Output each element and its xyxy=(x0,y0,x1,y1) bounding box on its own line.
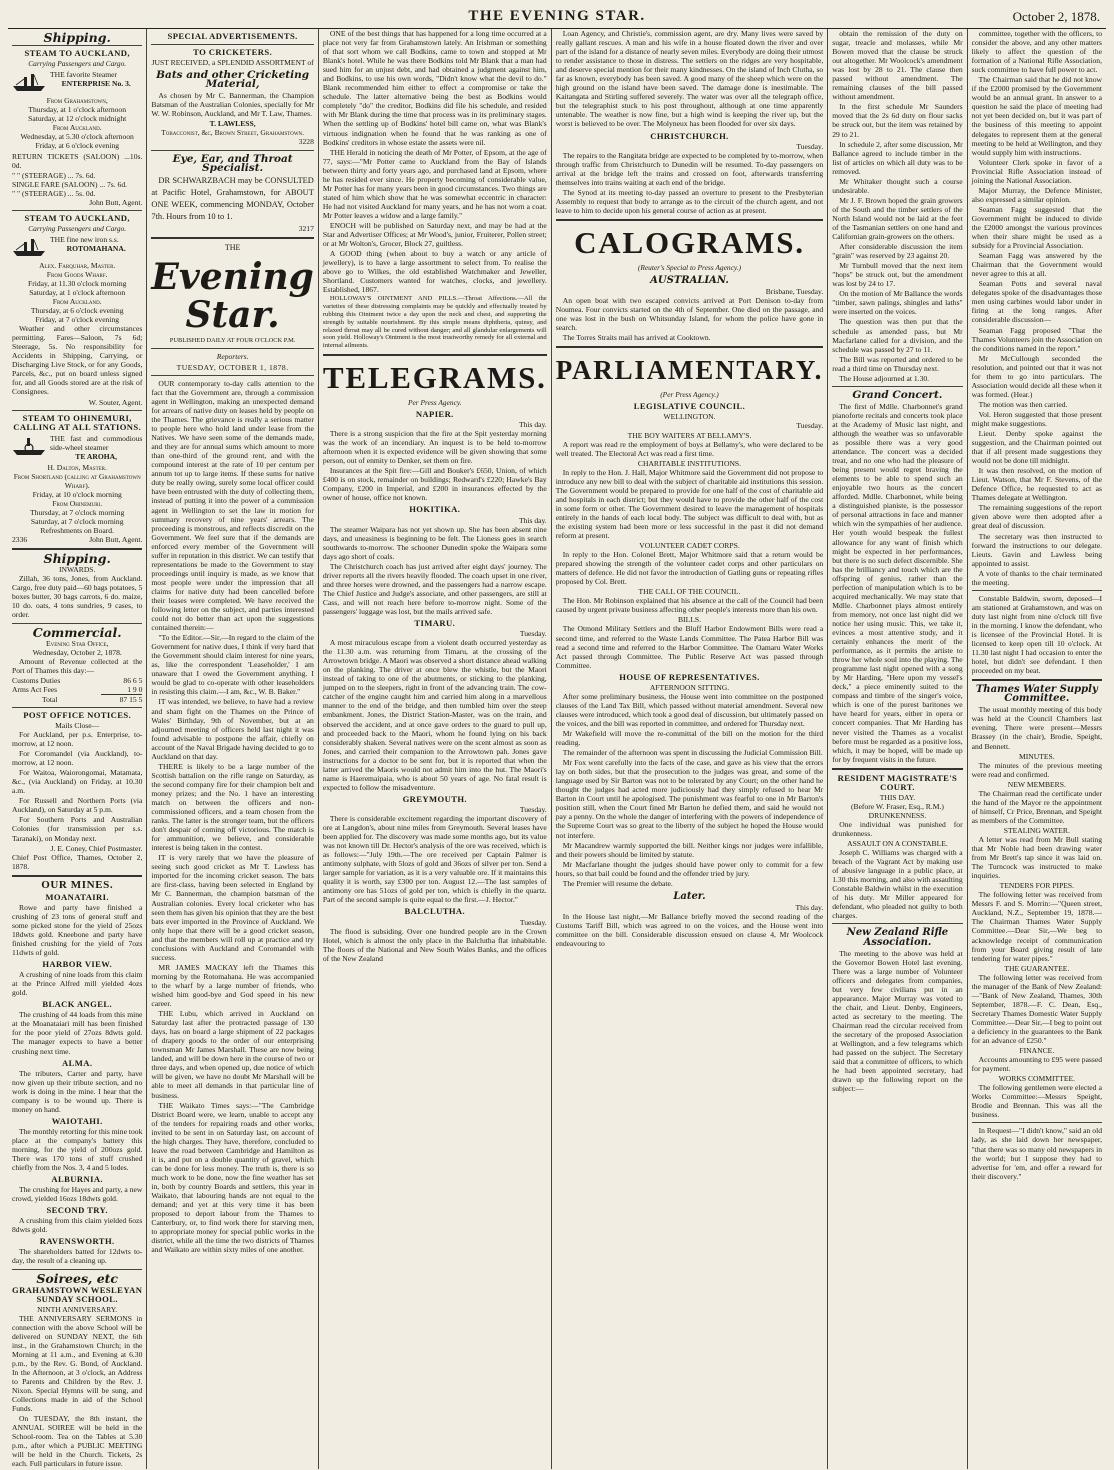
ad-paragraph: ENOCH will be published on Saturday next, and may be had at the Star and Advertiser Offices; at Mr Wood's, junior, Fruiterer, Pollen street; or at Mr Wolton's, Grocer, Block 27, guiltless. xyxy=(322,220,547,249)
shipping-news-header: Shipping. xyxy=(43,551,111,567)
schedule-from: From Auckland. xyxy=(52,296,102,306)
dateline-place: BALCLUTHA. xyxy=(404,906,466,917)
rifle-body: Lieut. Denby spoke against the suggestion, and the Chairman pointed out that if all present made suggestions they would not be done till midnight. xyxy=(971,429,1103,466)
commercial-date: Wednesday, October 2, 1878. xyxy=(32,647,122,657)
news-paragraph: MR JAMES MACKAY left the Thames this morning by the Rotomahana. He was accompanied to the wharf by a large number of friends, who wished him good-bye and God speed in his new career. xyxy=(151,962,314,1009)
court-body: Constable Baldwin, sworn, deposed—I am stationed at Grahamstown, and was on duty last night from nine o'clock till five in the morning. I know the defendant, who is licensee of the Provincial Hotel. It is licensed to keep open till 10 o'clock. At 11.30 last night I had occasion to enter the hotel, but didn't see defendant. I then proceeded on my beat. xyxy=(971,593,1103,676)
parliament-body: Mr Turnbull moved that the next item "hops" be struck out, but the amendment was lost by 24 to 17. xyxy=(832,261,963,289)
ad-lead: THE fine new iron s.s. xyxy=(50,234,119,244)
rifle-body: It was then resolved, on the motion of Lieut. Watson, that Mr F. Stevens, of the Defence Office, be requested to act as Thames delegate at Wellington. xyxy=(971,466,1103,503)
leader-article: OUR contemporary to-day calls attention to the fact that the Government are, through a commission agent in Wellington, making an unexpected demand for arrears of native duty on leases held by people on the Thames. The grievance is really a serious matter to people here who hold land under lease from the Natives. We have seen some of the demands made, and they are for annual sums which amount to more than one-third of the ground rent, and with the compound interest at the rate of 10 per centum per annum tot up to large items. If these sums for native duty be really owing, surely some local officer could have been entrusted with the duty of collecting them, instead of putting it into the power of a commission agent in Wellington to set the law in motion for summary recovery of nine years' arrears. The proceeding is monstrous, and reflects discredit on the Government. We feel sure that if the demands are enforced every member of the Government will suffer in reputation in this district. We can testify that representations be made to the Government to stay proceedings until inquiry is made, as we know that most people were under the impression that all claims for native duty had been cancelled before their leases were completed. We have received the following letter on the subject, and parties interested could not do better than act upon the suggestions contained therein:— xyxy=(151,378,314,633)
dateline-day: This day. xyxy=(795,902,824,912)
water-body: The following letter was received from the manager of the Bank of New Zealand:—"Bank of New Zealand, Thames, 30th September, 1878.—F. C. Dean, Esq., Secretary Thames Domestic Water Supply Committee.—Dear Sir,—I beg to point out a deficiency in the guarantees to the Bank for an advance of £250." xyxy=(971,972,1103,1046)
subheading: MINUTES. xyxy=(1018,751,1055,761)
telegram-body: There is a strong suspicion that the fire at the Spit yesterday morning was the work of an incendiary. An inquest is to be held to-morrow afternoon when it is expected evidence will be given showing that some person, out of enmity to Denker, set them on fire. xyxy=(322,429,547,466)
news-paragraph: ONE of the best things that has happened for a long time occurred at a place not very far from Grahamstown lately. An Irishman or something of that sort whom we call Bodkins, came to town and stopped at Mr Blank's hotel. While he was there Bodkins told Mr Blank that a man had sued him for an unjust debt, and had obtained a judgment against him, and Bodkins, to use his own words, "Didn't know what the devil to do." Blank recommended him either to effect a compromise or take the schedule. The latter alternative being the best as Bodkins would completely "do" the creditor, Bodkins did file his schedule, and resided with Mr Blank during the time that process was in its preliminary stages. When the settling up of Bodkins' hotel bill came on, what was Blank's virtuous indignation when he found that he was ranking as one of Bodkins' creditors in whose estate the assets were nil. xyxy=(322,29,547,147)
rifle-body: The motion was then carried. xyxy=(978,399,1068,409)
schedule-line: Friday, at 6 o'clock evening xyxy=(35,141,120,151)
later-header: Later. xyxy=(673,890,706,902)
news-paragraph: IT is very rarely that we have the pleasure of seeing such good cricket as Mr T. Lawless has imported for the incoming cricket season. The bats are first-class, having been selected in England by Mr C. Bannerman, the champion batsman of the Australian colonies. Every local cricketer who has seen them has given his opinion that they are the best bats ever imported in the Province of Auckland. We only hope that there will be a good cricket season, and that the members will roll up at practice and try conclusions with Auckland and Coromandel with success. xyxy=(151,853,314,962)
cable-body: An open boat with two escaped convicts arrived at Port Denison to-day from Noumea. Four convicts started on the 4th of September. One died on the passage, and one was lost in the bush on Whitsunday Island, for whom the police have gone in search. xyxy=(555,296,824,333)
rifle-body: committee, together with the officers, to consider the above, and any other matters likely to affect the question of the formation of a National Rifle Association, suck committee to have full power to act. xyxy=(971,29,1103,75)
dateline-day: This day. xyxy=(518,515,547,525)
inwards-label: INWARDS. xyxy=(58,565,96,575)
fares-list xyxy=(12,152,142,197)
mine-report: A crushing of nine loads from this claim at the Prince Alfred mill yielded 4ozs gold. xyxy=(12,970,143,998)
ad-paragraph: HOLLOWAY'S OINTMENT AND PILLS.—Throat Affections.—All the varieties of these distressing complaints may be quickly and effectually treated by rubbing this Ointment twice a day upon the neck and chest, and supporting the strength by suitable nourishment. By this simple means diphtheria, quinsy, and relaxed throat may all be cured without danger; and all glandular enlargements will soon yield. Holloway's Ointment is the most trustworthy remedy for all external and internal ailments. xyxy=(322,295,547,350)
dateline-day: Tuesday. xyxy=(796,421,824,431)
schedule-from: From Ohinemuri. xyxy=(52,498,103,508)
commercial-header: Commercial. xyxy=(32,624,122,640)
rifle-body: Vol. Heron suggested that those present might make suggestions. xyxy=(971,409,1103,428)
ad-code: 3228 xyxy=(298,137,314,147)
mine-report: Rowe and party have finished a crushing of 23 tons of general stuff and some picked stone for the yield of 25ozs 18dwts gold. Kneebone and party have finished crushing for the yield of 7ozs 11dwts of gold. xyxy=(12,902,143,958)
steamship-icon xyxy=(12,235,46,259)
subheading: CHARITABLE INSTITUTIONS. xyxy=(637,458,742,468)
ad-title: STEAM TO AUCKLAND, xyxy=(24,48,130,59)
court-before: (Before W. Fraser, Esq., R.M.) xyxy=(850,801,944,811)
parliament-body: The question was then put that the schedule as amended pass, but Mr Macfarlane called for a division, and the schedule was passed by 27 to 11. xyxy=(832,317,963,354)
subheading: THE BOY WAITERS AT BELLAMY'S. xyxy=(627,430,752,440)
rifle-body: Mr McCullough seconded the resolution, and pointed out that it was not for them to go into particulars. The Association would decide all these when it was formed. (Hear.) xyxy=(971,353,1103,399)
ad-code: 3217 xyxy=(298,223,314,233)
columns xyxy=(8,29,1106,1469)
dateline-day: Brisbane, Tuesday. xyxy=(765,287,824,297)
telegram-body: A most miraculous escape from a violent death occurred yesterday as the 11.30 a.m. was returning from Timaru, at the crossing of the Arrowtown bridge. A Maori was observed a short distance ahead walking on the planking. The driver at once blew the whistle, but the Maori instead of taking to one of the abutments, or sticking to the planking, jumped on to the sleepers, right in front of the advancing train. The cow-catcher of the engine caught him and carried him along in a marvellous manner to the end of the bridge, and then tumbled him over the steep embankment. Jones, the District Station-Master, was on the train, and observed the accident, and at once gave orders to the guard to pull up, and proceeded back to the Maori, whom he found lying on his back considerably shaken. Several natives were on the scent almost as soon as Jones, and carried their companion to the Arrowtown pah. Jones gave instructions for a doctor to be sent for, but it is reported that when the latter arrived the Maoris would not admit him into the hut. The Maori's name is Haeremaipaia, who is about 50 years of age. No fatal result is expected to follow the misadventure. xyxy=(322,638,547,792)
parliament-body: The remainder of the afternoon was spent in discussing the Judicial Commission Bill. xyxy=(562,748,823,758)
news-paragraph: THE Herald in noticing the death of Mr Potter, of Epsom, at the age of 77, says:—"Mr Potter came to Auckland from the Bay of Islands between thirty and forty years ago, and purchased land at Epsom, where he has resided ever since. He property becoming of considerable value, Mr Potter has for many years been in good circumstances. Two things are stated of him which show that he was somewhat eccentric in character: He had not visited Auckland for many years, and he has not worn a coat. Mr Potter leaves a widow and a large family." xyxy=(322,147,547,220)
mine-title: BLACK ANGEL. xyxy=(42,999,113,1010)
court-header: RESIDENT MAGISTRATE'S COURT. xyxy=(837,772,958,792)
commercial-intro: Amount of Revenue collected at the Port of Thames this day:— xyxy=(12,656,143,675)
ship-row xyxy=(12,235,142,259)
dateline-place: HOKITIKA. xyxy=(409,504,461,515)
telegram-body: Loan Agency, and Christie's, commission agent, are dry. Many lives were saved by really gallant rescues. A man and his wife in a house floated down the river and over part of the island for a distance of nearly seven miles. Everybody are doing their utmost to render assistance to those in distress. The settlers on the ridges are very hospitable, and deserve special mention for their many kindnesses. On the island of Inch Clutha, so far as known, everybody has been saved. A good many of the sheep which were on the high ground on the island have been saved. The damage done is inestimable. The Kaitangata and Stirling suffered severely. The water was over all the telegraph office, but the telegraphist stuck to his post throughout, although at one time apparently untenable. The weather is now fine, but a high wind is keeping the river up, but the worst is believed to be over. The Molyneux has been flooded for over six days. xyxy=(555,29,824,129)
rifle-body: The secretary was then instructed to forward the instructions to our delegate. Lieuts. Gavin and Lawless being appointed to assist. xyxy=(971,531,1103,568)
masthead-date: October 2, 1878. xyxy=(1012,9,1100,24)
reuter-line: (Reuter's Special to Press Agency.) xyxy=(637,262,742,272)
ship-name: ROTOMAHANA. xyxy=(66,243,126,253)
mine-title: ALBURNIA. xyxy=(51,1174,103,1185)
water-body: The usual monthly meeting of this body was held at the Council Chambers last evening. There were present—Messrs Brassey (in the chair), Brodie, Speight, and Bennett. xyxy=(971,705,1103,751)
telegram-body: The Synod at its meeting to-day passed an overture to present to the Presbyterian Assembly to request that body to arrange as to the circuit of the church agent, and not leave to him to decide upon his general course of action as at present. xyxy=(555,187,824,215)
inwards-text: Zillah, 36 tons, Jones, from Auckland. Cargo, free duty paid—60 bags potatoes, 5 boxes butter, 30 bags carrots, 6 do. maize, 10 do. oats, 4 tons sundries, 9 cases, to order. xyxy=(12,574,143,620)
shipping-header: Shipping. xyxy=(43,30,111,45)
schedule-from: From Shortland (calling at Grahamstown Wharf). xyxy=(13,471,141,490)
telegrams-header: TELEGRAMS. xyxy=(322,359,547,395)
column-4 xyxy=(552,29,829,1469)
paper-the: THE xyxy=(224,242,241,252)
subheading: STEALING WATER. xyxy=(1003,825,1070,835)
schedule-from: From Grahamstown, xyxy=(46,96,108,106)
post-line: For Waitoa, Waiorongomai, Matamata, &c., (via Auckland) on Friday, at 10.30 a.m. xyxy=(12,768,143,796)
rifle-body: The Chairman said that he did not know if the £2000 promised by the Government would be an annual grant. In answer to a question he said the place of meeting had not yet been decided on, but it was part of the business of this meeting to appoint delegates to represent them at the general meeting to be held at Wellington, and they would supply him with instructions. xyxy=(971,75,1103,157)
masthead xyxy=(8,6,1106,29)
ad-title: STEAM TO AUCKLAND, xyxy=(24,212,130,223)
agency-line: (Per Press Agency.) xyxy=(660,390,719,400)
parliament-body: Mr J. F. Brown hoped the grain growers of the South and the timber settlers of the North Island would not be laid at the feet of the Tasmanian settlers on one hand and Californian grain-growers on the others. xyxy=(832,195,963,242)
telegram-body: The Christchurch coach has just arrived after eight days' journey. The driver reports all the rivers heavily flooded. The coach upset in one river, and three horses were drowned, and the passengers had a narrow escape. The Chief Justice and Judge's associate, and other passengers, are still at Cass, and will not reach here before to-morrow night. Some of the passengers' luggage was lost, but the mails arrived safe. xyxy=(322,561,547,616)
house-header: HOUSE OF REPRESENTATIVES. xyxy=(619,671,760,682)
telegram-body: There is considerable excitement regarding the important discovery of ore at Langdon's, about nine miles from Greymouth. Several leases have been applied for. The discovery was made some months ago, but its value was not known till Dr. Hector's analysis of the ore was received, which is as follows:—"July 19th.—The ore received per Captain Palmer is antimony sulphate, with 5lozs of gold and 36ozs of silver per ton. Send a larger sample for variation, as it is a very valuable ore. If it maintains this quality it is worth, say £300 per ton. August 12.—The last samples of antimony ore has 51ozs of gold per ton, which is chiefly in the quartz. Part of the second sample is quite equal to the first.—J. Hector." xyxy=(322,814,547,905)
masthead-title: THE EVENING STAR. xyxy=(468,8,646,24)
subheading: FINANCE. xyxy=(1019,1046,1055,1056)
fare-line: SINGLE FARE (SALOON) ... 7s. 6d. xyxy=(12,179,128,189)
ad-subtitle: Carrying Passengers and Cargo. xyxy=(28,59,127,69)
court-body: One individual was punished for drunkenness. xyxy=(832,819,963,838)
dateline: TUESDAY, OCTOBER 1, 1878. xyxy=(176,362,289,372)
soiree-body: THE ANNIVERSARY SERMONS in connection with the above School will be delivered on SUNDAY NEXT, the 6th inst., in the Grahamstown Church; in the Morning at 11 a.m., and Evening at 6.30 p.m., by the Rev. G. Bond, of Auckland. In the Afternoon, at 3 o'clock, an Address to Parents and Children by the Rev. J. Nixon. Special Hymns will be sung, and Collections made in aid of the School Funds. xyxy=(12,1313,143,1414)
paddle-steamer-icon xyxy=(12,434,46,458)
parliament-body: The Hon. Mr Robinson explained that his absence at the call of the Council had been caused by urgent private business affecting other people's interests more than his own. xyxy=(555,596,824,615)
schedule-line: Friday, at 11.30 o'clock morning xyxy=(27,278,127,288)
dateline-day: Tuesday. xyxy=(519,917,547,927)
parliament-body: In the first schedule Mr Saunders moved that the 2s 6d duty on flour sacks be struck out, but the item was retained by 29 to 21. xyxy=(832,102,963,139)
water-body: The following gentlemen were elected a Works Committee:—Messrs Speight, Brodie and Brennan. This was all the business. xyxy=(971,1083,1103,1120)
column-3 xyxy=(319,29,552,1469)
rifle-body: Seaman Fagg proposed "That the Thames Volunteers join the Association on the conditions named in the report." xyxy=(971,325,1103,353)
mine-title: SECOND TRY. xyxy=(46,1205,108,1216)
schedule-from: From Auckland. xyxy=(52,123,102,133)
parliament-body: The Premier will resume the debate. xyxy=(562,878,673,888)
ship-name: TE AROHA, xyxy=(75,451,118,461)
ad-title: TO CRICKETERS. xyxy=(193,47,273,58)
subheading: TENDERS FOR PIPES. xyxy=(999,881,1075,891)
subheading: BILLS. xyxy=(677,615,701,625)
soiree-sub: NINTH ANNIVERSARY. xyxy=(37,1304,118,1314)
ad-title: STEAM TO OHINEMURI, CALLING AT ALL STATIONS. xyxy=(13,412,142,432)
reporters-label: Reporters. xyxy=(216,351,249,361)
water-body: The Chairman read the certificate under the hand of the Mayor re the appointment of himself, Cr Price, Brennan, and Speight as members of the Committee. xyxy=(971,788,1103,825)
subheading: NEW MEMBERS. xyxy=(1007,779,1066,789)
agency-line: Per Press Agency. xyxy=(408,397,462,407)
table-row-total: Total 87 15 5 xyxy=(42,694,143,704)
column-6 xyxy=(968,29,1106,1469)
news-paragraph: THE Lubu, which arrived in Auckland on Saturday last after the protracted passage of 130 days, has on board a large shipment of 22 packages of drapery goods to the order of our enterprising townsman Mr James Marshall. These are now being landed, and will be down here in the course of two or three days, and when opened up, due notice of which will be given, we have no doubt Mr Marshall will be able to meet all demands in that particular line of business. xyxy=(151,1009,314,1100)
fare-line: " " (STEERAGE) ... 7s. 6d. xyxy=(12,170,96,180)
parliament-body: In reply to the Hon. J. Hall, Major Whitmore said the Government did not propose to introduce any new bill to deal with the subject of charitable aid institutions this session. The Government would be prepared to provide for one half of the cost of charitable aid and hospitals in each district; but they would have to provide the other half of the cost in some form or other. The Government desired to leave the management of hospitals entirely in the hands of each local body. The subject was difficult to deal with, but as the existing system had been more or less successful in the past it did not demand reform at present. xyxy=(555,467,824,541)
rifle-body: A vote of thanks to the chair terminated the meeting. xyxy=(971,568,1103,587)
ship-master: Alex. Farquhar, Master. xyxy=(39,260,116,270)
cable-body: The Torres Straits mail has arrived at Cooktown. xyxy=(562,333,711,343)
fare-line: " " (STEERAGE) ... 5s. 0d. xyxy=(12,188,96,198)
post-office-title: POST OFFICE NOTICES. xyxy=(23,709,132,720)
rifle-body: Major Murray, the Defence Minister, also expressed a similar opinion. xyxy=(971,185,1103,204)
mine-report: The crushing for Hayes and party, a new crowd, yielded 16ozs 18dwts gold. xyxy=(12,1185,143,1204)
dateline-day: Tuesday. xyxy=(796,141,824,151)
parliament-body: In the House last night,—Mr Ballance briefly moved the second reading of the Customs Tariff Bill, which was agreed to on the voices, and the House went into committee on the bill. Considerable discussion ensued on clause 4, Mr Woolcock endeavouring to xyxy=(555,911,824,949)
mine-report: The shareholders batted for 12dwts to-day, the result of a cleaning up. xyxy=(12,1247,143,1266)
column-1 xyxy=(8,29,147,1469)
schedule-line: Saturday, at 1 o'clock afternoon xyxy=(29,287,126,297)
ad-lead: JUST RECEIVED, a SPLENDID ASSORTMENT of xyxy=(151,58,314,68)
steamship-icon xyxy=(12,70,46,94)
council-header: LEGISLATIVE COUNCIL. xyxy=(633,401,746,412)
parliament-body: In reply to the Hon. Colonel Brett, Major Whitmore said that a return would be prepared showing the strength of the volunteer cadet corps and other particulars on matters of defence. He did not favor the introduction of Gatling guns or repeating rifles proposed by Col. Brett. xyxy=(555,550,824,587)
post-line: For Russell and Northern Ports (via Auckland), on Saturday at 5 p.m. xyxy=(12,796,143,815)
mine-report: The tributers, Carter and party, have now given up their tribute section, and no work is doing in the mine. I hear that the company is to be wound up. There is money on hand. xyxy=(12,1068,143,1114)
mine-title: MOANATAIRI. xyxy=(45,891,109,902)
schedule-line: Thursday, at 7 o'clock morning xyxy=(30,508,125,518)
rifle-body: Volunteer Clerk spoke in favor of a Provincial Rifle Association instead of joining the National Association. xyxy=(971,157,1103,185)
ship-master: H. Dalton, Master. xyxy=(47,462,107,472)
subheading: ASSAULT ON A CONSTABLE. xyxy=(847,839,948,849)
revenue-table xyxy=(12,676,142,704)
ship-row xyxy=(12,70,142,94)
parliament-body: In schedule 2, after some discussion, Mr Ballance agreed to include timber in the list of articles on which all duty was to be removed. xyxy=(832,139,963,176)
concert-review: The first of Mdlle. Charbonnet's grand pianoforte recitals and concerts took place at the Academy of Music last night, and although the weather was so unfavorable as possible there was a very good attendance. The concert was a decided treat, and no one who had the pleasure of being present would regret braving the elements to be able to spend such an enjoyable two hours as the concert afforded. Mdlle. Charbonnet, while being a distinguished pianiste, is the possessor of personal attractions in face and manner which win the sympathies of her audience. Her youth would bespeak the fullest allowance for any want of finish which might be expected in her performances, but there is no such defect discernible. She has the brilliancy and touch which are the offspring of genius, rather than the perfection of manipulation which is to be acquired mechanically. We may state that Mdlle. Charbonnet plays almost entirely from memory, not once last night did we notice her using music. This, we take it, evinces a most attentive study, and it certainly enhances the merit of the performance, as it permits the artiste to throw her whole soul into the playing. The programme last night opened with a song by Mr Harding, "Here upon my vessel's deck," a piece eminently suited to the compass and timbre of the singer's voice, which is one of the purest baritones we have heard for years, either in opera or concert companies. That Mr Harding has never visited the Thames as a vocalist before must be regarded as a positive loss, which, it may be hoped, will be made up for by frequent visits in the future. xyxy=(832,401,963,764)
parliament-body: On the motion of Mr Ballance the words "timber, sawn palings, shingles and laths" were inserted on the voices. xyxy=(832,289,963,317)
parliamentary-header: PARLIAMENTARY. xyxy=(555,355,824,386)
court-body: Joseph C. Williams was charged with a breach of the Vagrant Act by making use of abusive language in a public place, at 1.30 this morning, and also with assaulting Constable Baldwin whilst in the execution of his duty. Mr Miller appeared for defendant, who pleaded not guilty to both charges. xyxy=(832,848,963,921)
subheading: DRUNKENNESS. xyxy=(868,810,927,820)
column-5 xyxy=(828,29,967,1469)
parliament-body: The Otmond Military Settlers and the Bluff Harbor Endowment Bills were read a second time, and referred to the Waste Lands Committee. The Patea Harbor Bill was read a second time and referred to the Harbor Committee. The Oamaru Water Works Act passed through Committee. The Public Reserve Act was passed through Committee. xyxy=(555,624,824,670)
parliament-body: After some preliminary business, the House went into committee on the postponed clauses of the Land Tax Bill, which passed without material amendment. Several new clauses were introduced, which took a good deal of discussion, but ultimately passed on the voices, and the bill was reported in committee, and ordered for Thursday next. xyxy=(555,691,824,728)
paper-title: Evening Star. xyxy=(151,255,314,336)
postmaster-signature: J. E. Coney, Chief Postmaster. xyxy=(50,843,143,853)
telegram-body: The steamer Waipara has not yet shown up. She has been absent nine days, and uneasiness is beginning to be felt. The Lioness goes in search southwards to-morrow. The schooner Dunedin spoke the Waipara some days ago short of coals. xyxy=(322,524,547,561)
dateline-place: TIMARU. xyxy=(414,618,456,629)
subheading: THE CALL OF THE COUNCIL. xyxy=(638,587,741,597)
parliament-body: A report was read re the employment of boys at Bellamy's, who were declared to be well treated. The Electoral Act was read a first time. xyxy=(555,439,824,458)
parliament-body: The House adjourned at 1.30. xyxy=(839,373,930,383)
news-paragraph: THERE is likely to be a large number of the Scottish battalion on the rifle range on Saturday, as the second company fire for their champion belt and money prizes; and the No. 1 have an interesting match on between the officers and non-commissioned officers, and a team chosen from the ranks. The latter is the stronger team, but the officers don't despair of coming off victorious. The match is for ammunition, we believe, and considerable interest is being taken in the contest. xyxy=(151,761,314,853)
dateline-day: This day. xyxy=(518,420,547,430)
special-ads-header: SPECIAL ADVERTISEMENTS. xyxy=(167,31,298,41)
court-day: THIS DAY. xyxy=(879,792,916,802)
soiree-title: GRAHAMSTOWN WESLEYAN SUNDAY SCHOOL. xyxy=(12,1284,143,1304)
ad-paragraph: A GOOD thing (when about to buy a watch or any article of jewellery), is to have a large assortment to select from. To realise the above go to Wilkes, the old established Watchmaker and Jeweller, Shortland. Customers wanted for watches, clocks, and jewellery. Established, 1867. xyxy=(322,249,547,295)
parliament-body: Mr Macandrew warmly supported the bill. Neither kings nor judges were infallible, and their powers should be limited by statute. xyxy=(555,840,824,859)
water-body: Accounts amounting to £95 were passed for payment. xyxy=(971,1055,1103,1074)
post-line: For Auckland, per p.s. Enterprise, to-morrow, at 12 noon. xyxy=(12,730,143,749)
water-body: The following letter was received from Messrs F. and S. Morrin:—"Queen street, Auckland, N.Z., September 19, 1878.—The Chairman Thames Water Supply Committee.—Dear Sir,—We beg to acknowledge receipt of communication from your Board giving result of late tendering for water pipes." xyxy=(971,890,1103,963)
parliament-body: Mr Macfarlane thought the judges should have power only to commit for a few hours, so that bail could be found and the offender tried by jury. xyxy=(555,859,824,878)
parliament-body: After considerable discussion the item "grain" was reserved by 23 against 20. xyxy=(832,242,963,261)
letter: "To the Editor.—Sir,—In regard to the claim of the Government for native dues, I think if very hard that the Government should claim interest for nine years, as, like the correspondent 'Leaseholder,' I am unaware that I owed the Government anything. I would be glad to co-operate with other leaseholders in resisting this claim.—I am, &c., W. B. Baker." xyxy=(151,633,314,697)
mines-header: OUR MINES. xyxy=(41,878,114,891)
agent-signature: John Butt, Agent. xyxy=(89,197,143,207)
column-2 xyxy=(147,29,318,1469)
table-row: Arms Act Fees 1 9 0 xyxy=(12,684,143,695)
schedule-line: Thursday, at 1 o'clock afternoon xyxy=(28,105,127,115)
parliament-body: Mr Whitaker thought such a course undesirable. xyxy=(832,176,963,195)
telegram-body: The flood is subsiding. Over one hundred people are in the Crown Hotel, which is almost the only place in the Balclutha flat inhabitable. The floors of the National and New South Wales Banks, and the offices of the New Zealand xyxy=(322,926,547,963)
parliament-body: Mr Wakefield will move the re-committal of the bill on the motion for the third reading. xyxy=(555,729,824,748)
ad-title: Eye, Ear, and Throat Specialist. xyxy=(172,152,293,174)
mine-title: WAIOTAHI. xyxy=(51,1115,103,1126)
water-header: Thames Water Supply Committee. xyxy=(975,684,1098,705)
news-paragraph: THE Waikato Times says:—"The Cambridge District Board were, we learn, unable to accept any of the tenders for repairing roads and other works, invited to be sent in on Saturday last, on account of the high charges. They have, therefore, concluded to leave the road between Cambridge and Hamilton as it is, and put on a double quantity of gravel, which can be done for less money. The truth is, there is so much work to be done, now the fine weather has set in, both by country Boards and settlers, this year in Waikato, that labouring hands are not equal to the demand; and yet at this very time it has been proposed to deport labour from the Thames to Canterbury, or, to find work there for starving men, to appropriate money for special public works in the district, while all the time the two districts of Thames and Waikato are within sixty miles of one another. xyxy=(151,1100,314,1255)
ad-body: As chosen by Mr C. Bannerman, the Champion Batsman of the Australian Colonies, specially for Mr W. W. Robinson, Auckland, and Mr T. Law, Thames. xyxy=(151,91,314,119)
subheading: VOLUNTEER CADET CORPS. xyxy=(639,541,740,551)
mine-report: The crushing of 44 loads from this mine at the Moanataiari mill has been finished for the poor yield of 27ozs 8dwts gold. The manager expects to have a better crushing next time. xyxy=(12,1010,143,1056)
post-line: For Coromandel (via Auckland), to-morrow, at 12 noon. xyxy=(12,749,143,768)
sitting-header: AFTERNOON SITTING. xyxy=(649,682,730,692)
shipping-notice: Weather and other circumstances permitting. Fares—Saloon, 7s 6d; Steerage, 5s. No responsibility for Accidents in Shipping, Carrying, or Discharging Live Stock, or for any Goods, Parcels, &c., put on board unless signed for, and all Goods stored are at the risk of Consignees. xyxy=(12,324,143,397)
subheading: THE GUARANTEE. xyxy=(1004,963,1070,973)
post-office-sub: Mails Close— xyxy=(55,720,100,730)
mine-title: ALMA. xyxy=(61,1057,93,1068)
closing-paragraph: In Request—"I didn't know," said an old lady, as she laid down her newspaper, "that there was so many old newspapers in the world; but I suppose they had to advertise for 'em, and offer a reward for their discovery." xyxy=(971,1126,1103,1181)
place-header: WELLINGTON. xyxy=(663,412,716,422)
mine-report: A crushing from this claim yielded 6ozs 8dwts gold. xyxy=(12,1216,143,1235)
ad-lead: THE fast and commodious side-wheel steamer xyxy=(50,433,143,452)
telegram-body: Insurances at the Spit fire:—Gill and Bouker's £650, Union, of which £400 is on stock, remainder on buildings; Redward's £220; Hawke's Bay Company, £200 in Imperial, and £200 in insurances effected by the owner of house, office not known. xyxy=(322,466,547,503)
mine-title: RAVENSWORTH. xyxy=(39,1236,115,1247)
rifle-body: The meeting to the above was held at the Governor Bowen Hotel last evening. There was a large number of Volunteer officers and delegates from companies, but very few civilians put in an appearance. Major Murray was voted to the chair, and Lieut. Denby, Engineers, acted as secretary to the meeting. The Chairman read the circular received from the secretary of the proposed Association at Wellington, and a few telegrams which had passed on the subject. The Secretary said that a committee of officers, to which he had been appointed secretary, had drawn up the following report on the subject:— xyxy=(832,948,963,1094)
mine-title: HARBOR VIEW. xyxy=(42,959,113,970)
fare-line: RETURN TICKETS (SALOON) ...10s. 0d. xyxy=(12,152,143,171)
ad-lead: THE favorite Steamer xyxy=(50,70,118,80)
ad-subtitle: Carrying Passengers and Cargo. xyxy=(28,223,127,233)
soiree-body: On TUESDAY, the 8th instant, the ANNUAL SOIREE will be held in the School-room. Tea on the Tables at 5.30 p.m., after which a PUBLIC MEETING will be held in the Church. Tickets, 2s each. Full particulars in future issue. xyxy=(12,1414,143,1469)
dateline-day: Tuesday. xyxy=(519,804,547,814)
ship-row xyxy=(12,434,142,461)
table-row: Customs Duties 86 6 5 xyxy=(12,675,143,685)
rifle-body: Seaman Potts and several naval delegates spoke of the disadvantages those men using carbines would labor under in firing at the long ranges. After considerable discussion— xyxy=(971,279,1103,325)
dateline-place: CHRISTCHURCH. xyxy=(650,130,729,141)
ad-body: DR SCHWARZBACH may be CONSULTED at Pacific Hotel, Grahamstown, for ABOUT ONE WEEK, commencing MONDAY, October 7th. Hours from 10 to 1. xyxy=(151,175,314,221)
agent-signature: John Butt, Agent. xyxy=(89,535,143,545)
ship-name: ENTERPRISE No. 3. xyxy=(61,79,131,89)
rifle-header: New Zealand Rifle Association. xyxy=(846,927,949,948)
schedule-line: Friday, at 7 o'clock evening xyxy=(35,315,120,325)
commercial-office: Evening Star Office, xyxy=(45,638,109,648)
concert-header: Grand Concert. xyxy=(852,388,943,401)
schedule-line: Wednesday, at 5.30 o'clock afternoon xyxy=(20,132,134,142)
schedule-line: Refreshments on Board. xyxy=(40,526,114,536)
ad-address: Tobacconist, &c, Brown Street, Grahamstown. xyxy=(161,128,305,138)
water-body: A letter was read from Mr Bull stating that Mr Noble had been drawing water from Mr Brett's tap since it was laid on. The Turncock was instructed to make inquiries. xyxy=(971,834,1103,881)
australian-header: AUSTRALIAN. xyxy=(650,274,729,286)
post-line: For Southern Ports and Australian Colonies (for transmission per s.s. Taranaki), on Monday next. xyxy=(12,815,143,843)
telegram-body: The repairs to the Rangitata bridge are expected to be completed by to-morrow, when through traffic from Christchurch to Dunedin will be resumed. To-day passengers on arrival at the bridge left the trains and crossed on foot, afterwards transferring themselves into trains waiting at each end of the bridge. xyxy=(555,150,824,187)
mine-report: The monthly retorting for this mine took place at the company's battery this morning, for the yield of 200ozs gold. There was 170 tons of stuff crushed chiefly from the Nos. 3, 4 and 5 lodes. xyxy=(12,1126,143,1173)
schedule-line: Thursday, at 6 o'clock evening xyxy=(30,306,124,316)
news-paragraph: IT was intended, we believe, to have had a review and sham fight on the Thames on the Prince of Wales' Birthday, 9th of November, but at an adjourned meeting of officers held last night it was found advisable to postpone the affair, chiefly on account of the Naval Brigade having decided to go to Auckland on that day. xyxy=(151,697,314,761)
water-body: The minutes of the previous meeting were read and confirmed. xyxy=(971,760,1103,779)
parliament-body: The Bill was reported and ordered to be read a third time on Thursday next. xyxy=(832,354,963,373)
parliament-body: Mr Fox went carefully into the facts of the case, and gave as his view that the errors lay on both sides, but that the prosecution to the judges was great, and some of the language used by Sir Barton was not to be tolerated by any Court; on the other hand he thought the judges had acted more judiciously had they simply refused to hear Mr Barton in Court until he apologised. The punishment was fearful to one in Mr Barton's position still, when the Court fined Mr Barton he defied them, and said he would not pay a penny. On the whole the danger of interfering with the powers of independence of the Supreme Court was so great to the liberty of the subject he hoped the House would not interfere. xyxy=(555,758,824,840)
rifle-body: The remaining suggestions of the report given above were then adopted after a great deal of discussion. xyxy=(971,503,1103,531)
schedule-line: Saturday, at 12 o'clock midnight xyxy=(28,114,127,124)
schedule-line: Friday, at 10 o'clock morning xyxy=(32,489,122,499)
schedule-line: Saturday, at 7 o'clock morning xyxy=(30,517,124,527)
agent-signature: W. Souter, Agent. xyxy=(88,397,143,407)
calograms-header: CALOGRAMS. xyxy=(574,224,805,260)
post-date: Chief Post Office, Thames, October 2, 1878. xyxy=(12,852,143,871)
soirees-header: Soirees, etc xyxy=(36,1270,119,1286)
dateline-day: Tuesday. xyxy=(519,629,547,639)
ad-item: Bats and other Cricketing Material, xyxy=(156,69,310,91)
subheading: WORKS COMMITTEE. xyxy=(998,1074,1075,1084)
dateline-place: NAPIER. xyxy=(415,408,454,419)
schedule-from: From Goods Wharf. xyxy=(46,269,108,279)
paper-subtitle: PUBLISHED DAILY AT FOUR O'CLOCK P.M. xyxy=(169,336,296,344)
ad-signature: T. LAWLESS, xyxy=(209,119,256,129)
rifle-body: Seaman Fagg suggested that the Government might be induced to divide the £2000 amongst the various provinces when their share might be used as a subsidy for a Provincial Association. xyxy=(971,204,1103,251)
rifle-body: Seaman Fagg was answered by the Chairman that the Government would never agree to this at all. xyxy=(971,251,1103,279)
dateline-place: GREYMOUTH. xyxy=(402,793,467,804)
parliament-body: obtain the remission of the duty on sugar, treacle and molasses, while Mr Bowen moved that the clause be struck out altogether. Mr Woolcock's amendment was lost by 28 to 21. The clause then passed without amendment. The remaining clauses of the bill passed without amendment. xyxy=(832,29,963,102)
ad-code: 2336 xyxy=(12,535,28,545)
